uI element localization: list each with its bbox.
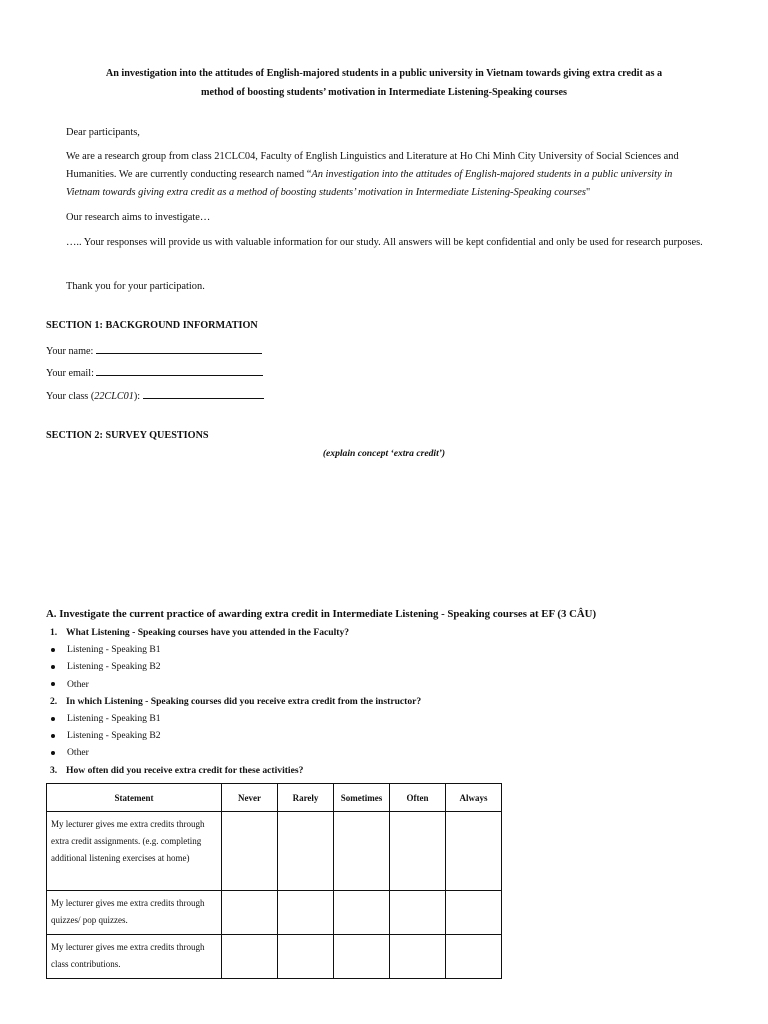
email-input-line[interactable]: [96, 366, 263, 376]
bullet-icon: [51, 682, 55, 686]
option-label: Other: [67, 678, 89, 690]
option-label: Listening - Speaking B2: [67, 661, 161, 673]
question-text: How often did you receive extra credit for these activities?: [66, 764, 304, 776]
option-item[interactable]: [50, 710, 421, 727]
email-label: Your email:: [46, 368, 97, 379]
bullet-icon: [51, 751, 55, 755]
response-cell-often[interactable]: [390, 935, 446, 979]
option-label: Listening - Speaking B1: [67, 712, 161, 724]
header-rarely: Rarely: [278, 784, 334, 812]
thanks-text: Thank you for your participation.: [66, 281, 205, 292]
intro-responses: [66, 234, 706, 252]
class-field-row: [46, 389, 264, 402]
response-cell-sometimes[interactable]: [334, 935, 390, 979]
question-3: [50, 762, 421, 779]
option-item[interactable]: [50, 641, 421, 658]
title-line-1: An investigation into the attitudes of English-majored students in a public university in Vietnam towards giving extra credit as a: [105, 68, 663, 79]
response-cell-always[interactable]: [446, 935, 502, 979]
intro-para-text: We are a research group from class 21CLC04, Faculty of English Linguistics and Literature at Ho Chi Minh City University of Social Sciences and Humanities. We are currently conducting research named “: [66, 151, 679, 180]
intro-thanks: [66, 278, 706, 296]
question-number: 2.: [50, 695, 58, 707]
aim-text: Our research aims to investigate…: [66, 212, 211, 223]
response-cell-never[interactable]: [222, 812, 278, 891]
response-cell-never[interactable]: [222, 935, 278, 979]
header-sometimes: Sometimes: [334, 784, 390, 812]
class-label-end: ):: [133, 391, 143, 402]
bullet-icon: [51, 665, 55, 669]
option-item[interactable]: [50, 658, 421, 675]
header-never: Never: [222, 784, 278, 812]
section-1-heading: SECTION 1: BACKGROUND INFORMATION: [46, 320, 258, 331]
question-number: 3.: [50, 764, 58, 776]
name-label: Your name:: [46, 346, 96, 357]
name-input-line[interactable]: [96, 344, 262, 354]
response-cell-often[interactable]: [390, 891, 446, 935]
option-item[interactable]: [50, 744, 421, 761]
statement-cell: My lecturer gives me extra credits through class contributions.: [47, 935, 222, 979]
section-2-heading: SECTION 2: SURVEY QUESTIONS: [46, 430, 209, 441]
question-list: [50, 624, 421, 779]
bullet-icon: [51, 717, 55, 721]
header-statement: Statement: [47, 784, 222, 812]
bullet-icon: [51, 648, 55, 652]
question-1: [50, 624, 421, 641]
question-text: In which Listening - Speaking courses did you receive extra credit from the instructor?: [66, 695, 422, 707]
statement-cell: My lecturer gives me extra credits through extra credit assignments. (e.g. completing additional listening exercises at home): [47, 812, 222, 891]
explain-extra-credit-note: (explain concept ‘extra credit’): [322, 448, 446, 459]
email-field-row: [46, 366, 263, 379]
option-label: Listening - Speaking B2: [67, 730, 161, 742]
response-cell-always[interactable]: [446, 812, 502, 891]
response-cell-often[interactable]: [390, 812, 446, 891]
frequency-table: [46, 783, 502, 979]
option-label: Listening - Speaking B1: [67, 644, 161, 656]
intro-para-end: ": [585, 187, 591, 198]
name-field-row: [46, 344, 262, 357]
intro-greeting: [66, 124, 706, 142]
table-header-row: [47, 784, 502, 812]
response-cell-sometimes[interactable]: [334, 812, 390, 891]
question-2: [50, 693, 421, 710]
intro-paragraph: [66, 148, 706, 202]
option-item[interactable]: [50, 727, 421, 744]
class-example: 22CLC01: [94, 391, 134, 402]
greeting-text: Dear participants,: [66, 127, 140, 138]
response-cell-always[interactable]: [446, 891, 502, 935]
part-a-heading: A. Investigate the current practice of awarding extra credit in Intermediate Listening - Speaking courses at EF (3 CÂU): [46, 608, 597, 620]
title-line-2: method of boosting students’ motivation in Intermediate Listening-Speaking courses: [200, 87, 567, 98]
document-title: [60, 64, 708, 102]
response-cell-rarely[interactable]: [278, 812, 334, 891]
response-cell-rarely[interactable]: [278, 891, 334, 935]
response-cell-never[interactable]: [222, 891, 278, 935]
class-label-start: Your class (: [46, 391, 95, 402]
response-cell-rarely[interactable]: [278, 935, 334, 979]
response-cell-sometimes[interactable]: [334, 891, 390, 935]
table-row: [47, 812, 502, 891]
table-row: [47, 935, 502, 979]
header-always: Always: [446, 784, 502, 812]
header-often: Often: [390, 784, 446, 812]
research-title-italic: An investigation into the attitudes of English-majored students in a public university in Vietnam towards giving extra credit as a method of boosting students’ motivation in Intermediate Listening-Speaking courses: [66, 169, 673, 198]
statement-cell: My lecturer gives me extra credits through quizzes/ pop quizzes.: [47, 891, 222, 935]
question-number: 1.: [50, 627, 58, 638]
question-text: What Listening - Speaking courses have you attended in the Faculty?: [66, 627, 350, 638]
option-label: Other: [67, 747, 89, 759]
intro-aim: [66, 209, 706, 227]
bullet-icon: [51, 734, 55, 738]
option-item[interactable]: [50, 676, 421, 693]
responses-text: ….. Your responses will provide us with valuable information for our study. All answers will be kept confidential and only be used for research purposes.: [66, 237, 703, 248]
class-input-line[interactable]: [143, 389, 264, 399]
table-row: [47, 891, 502, 935]
